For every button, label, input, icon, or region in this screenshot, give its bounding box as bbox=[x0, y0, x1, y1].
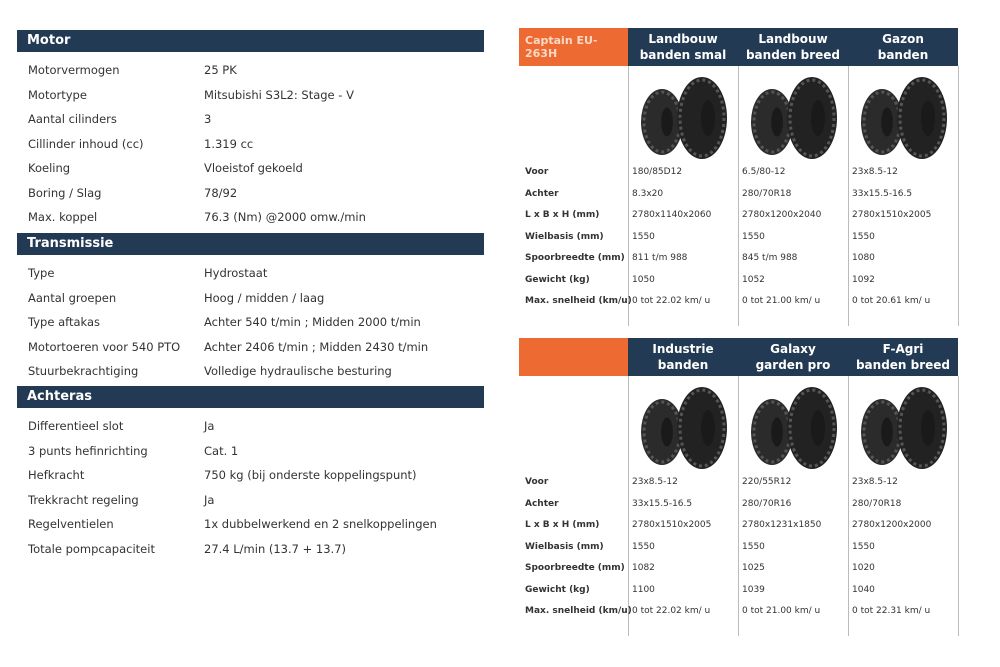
cell-value: 0 tot 22.31 km/ u bbox=[852, 606, 931, 616]
cell-value: 280/70R16 bbox=[742, 498, 792, 509]
column-header bbox=[738, 31, 848, 63]
cell-value: 0 tot 22.02 km/ u bbox=[632, 606, 711, 616]
table-row bbox=[519, 272, 958, 288]
cell-value: 2780x1231x1850 bbox=[742, 520, 822, 530]
row-label: Achter bbox=[525, 188, 559, 199]
table-row bbox=[519, 539, 958, 555]
table-row bbox=[519, 293, 958, 309]
cell-value: 0 tot 21.00 km/ u bbox=[742, 296, 821, 306]
column-subtitle: banden bbox=[657, 358, 709, 372]
spec-value: Cat. 1 bbox=[204, 443, 239, 458]
column-subtitle: banden bbox=[877, 48, 929, 62]
section-header-motor: Motor bbox=[17, 30, 484, 52]
spec-value: Achter 2406 t/min ; Midden 2430 t/min bbox=[204, 339, 429, 354]
cell-value: 1080 bbox=[852, 253, 875, 263]
tire-image bbox=[850, 380, 958, 476]
spec-value: Vloeistof gekoeld bbox=[204, 161, 303, 175]
spec-label: Type aftakas bbox=[28, 315, 101, 329]
table-row bbox=[519, 496, 958, 512]
column-header bbox=[628, 31, 738, 63]
cell-value: 180/85D12 bbox=[632, 167, 683, 177]
table-row bbox=[519, 582, 958, 598]
row-label: Gewicht (kg) bbox=[525, 584, 590, 595]
table-row bbox=[519, 229, 958, 245]
column-header bbox=[628, 341, 738, 373]
table-row bbox=[519, 474, 958, 490]
divider bbox=[958, 376, 959, 636]
spec-label: Type bbox=[28, 266, 55, 280]
tire-image bbox=[740, 70, 848, 166]
cell-value: 0 tot 20.61 km/ u bbox=[852, 296, 931, 306]
cell-value: 0 tot 21.00 km/ u bbox=[742, 606, 821, 616]
spec-label: Aantal groepen bbox=[28, 290, 117, 305]
column-subtitle: banden smal bbox=[639, 48, 727, 62]
row-label: L x B x H (mm) bbox=[525, 210, 600, 220]
column-title: F-Agri bbox=[882, 342, 924, 356]
cell-value: 280/70R18 bbox=[742, 188, 792, 199]
spec-value: 78/92 bbox=[204, 185, 238, 200]
cell-value: 23x8.5-12 bbox=[852, 167, 898, 177]
model-label: Captain EU-263H bbox=[519, 28, 628, 66]
table-row bbox=[519, 560, 958, 576]
row-label: Achter bbox=[525, 498, 559, 509]
table-row bbox=[519, 603, 958, 619]
row-label: Voor bbox=[525, 167, 549, 177]
spec-label: Motorvermogen bbox=[28, 63, 120, 77]
cell-value: 0 tot 22.02 km/ u bbox=[632, 296, 711, 306]
cell-value: 1550 bbox=[852, 231, 875, 242]
spec-value: Hoog / midden / laag bbox=[204, 290, 325, 305]
spec-label: Trekkracht regeling bbox=[28, 492, 139, 507]
spec-value: 76.3 (Nm) @2000 omw./min bbox=[204, 210, 366, 224]
spec-value: Ja bbox=[204, 492, 215, 507]
cell-value: 2780x1200x2040 bbox=[742, 210, 822, 220]
spec-value: Hydrostaat bbox=[204, 266, 268, 280]
cell-value: 23x8.5-12 bbox=[852, 477, 898, 487]
spec-value: 25 PK bbox=[204, 63, 237, 77]
cell-value: 1082 bbox=[632, 563, 655, 573]
cell-value: 1100 bbox=[632, 584, 655, 595]
column-subtitle: banden breed bbox=[855, 358, 951, 372]
row-label: Max. snelheid (km/u) bbox=[525, 606, 632, 616]
row-label: Wielbasis (mm) bbox=[525, 231, 604, 242]
cell-value: 1040 bbox=[852, 584, 875, 595]
model-label bbox=[519, 338, 628, 376]
spec-label: Stuurbekrachtiging bbox=[28, 364, 139, 378]
cell-value: 1550 bbox=[742, 231, 765, 242]
cell-value: 1020 bbox=[852, 563, 875, 573]
column-title: Landbouw bbox=[758, 32, 828, 46]
table-row bbox=[519, 517, 958, 533]
tire-table bbox=[519, 28, 958, 328]
spec-value: 1.319 cc bbox=[204, 136, 254, 151]
cell-value: 1550 bbox=[742, 541, 765, 552]
cell-value: 1550 bbox=[852, 541, 875, 552]
spec-label: Max. koppel bbox=[28, 210, 98, 224]
cell-value: 1092 bbox=[852, 274, 875, 285]
cell-value: 1550 bbox=[632, 231, 655, 242]
column-header bbox=[848, 31, 958, 63]
cell-value: 811 t/m 988 bbox=[632, 253, 688, 263]
tire-image bbox=[850, 70, 958, 166]
table-row bbox=[519, 207, 958, 223]
spec-value: 750 kg (bij onderste koppelingspunt) bbox=[204, 468, 417, 482]
cell-value: 1050 bbox=[632, 274, 655, 285]
spec-label: Cillinder inhoud (cc) bbox=[28, 136, 144, 151]
cell-value: 280/70R18 bbox=[852, 498, 902, 509]
column-subtitle: garden pro bbox=[755, 358, 831, 372]
spec-label: 3 punts hefinrichting bbox=[28, 443, 148, 458]
spec-label: Differentieel slot bbox=[28, 419, 124, 433]
cell-value: 33x15.5-16.5 bbox=[632, 498, 693, 509]
tire-image bbox=[630, 70, 738, 166]
column-title: Landbouw bbox=[648, 32, 718, 46]
spec-value: 27.4 L/min (13.7 + 13.7) bbox=[204, 541, 347, 556]
row-label: Voor bbox=[525, 477, 549, 487]
column-title: Gazon bbox=[882, 32, 924, 46]
spec-label: Motortype bbox=[28, 87, 87, 102]
row-label: Gewicht (kg) bbox=[525, 274, 590, 285]
row-label: Spoorbreedte (mm) bbox=[525, 253, 625, 263]
cell-value: 8.3x20 bbox=[632, 188, 664, 199]
spec-label: Hefkracht bbox=[28, 468, 85, 482]
table-row bbox=[519, 164, 958, 180]
spec-label: Boring / Slag bbox=[28, 185, 102, 200]
column-subtitle: banden breed bbox=[745, 48, 841, 62]
spec-label: Koeling bbox=[28, 161, 71, 175]
spec-value: Ja bbox=[204, 419, 215, 433]
spec-label: Aantal cilinders bbox=[28, 112, 117, 126]
cell-value: 845 t/m 988 bbox=[742, 253, 798, 263]
column-title: Galaxy bbox=[770, 342, 816, 356]
column-header bbox=[848, 341, 958, 373]
tire-image bbox=[630, 380, 738, 476]
cell-value: 1025 bbox=[742, 563, 765, 573]
spec-label: Totale pompcapaciteit bbox=[28, 541, 155, 556]
divider bbox=[958, 66, 959, 326]
spec-value: Volledige hydraulische besturing bbox=[204, 364, 392, 378]
spec-value: 1x dubbelwerkend en 2 snelkoppelingen bbox=[204, 517, 437, 531]
cell-value: 2780x1510x2005 bbox=[632, 520, 712, 530]
cell-value: 1052 bbox=[742, 274, 765, 285]
cell-value: 2780x1510x2005 bbox=[852, 210, 932, 220]
column-header bbox=[738, 341, 848, 373]
table-row bbox=[519, 250, 958, 266]
spec-value: 3 bbox=[204, 112, 212, 126]
section-header-achteras: Achteras bbox=[17, 386, 484, 408]
spec-value: Achter 540 t/min ; Midden 2000 t/min bbox=[204, 315, 421, 329]
cell-value: 23x8.5-12 bbox=[632, 477, 678, 487]
column-title: Industrie bbox=[652, 342, 714, 356]
cell-value: 33x15.5-16.5 bbox=[852, 188, 913, 199]
spec-label: Motortoeren voor 540 PTO bbox=[28, 339, 181, 354]
cell-value: 2780x1140x2060 bbox=[632, 210, 712, 220]
spec-value: Mitsubishi S3L2: Stage - V bbox=[204, 87, 354, 102]
table-row bbox=[519, 186, 958, 202]
cell-value: 1039 bbox=[742, 584, 765, 595]
cell-value: 2780x1200x2000 bbox=[852, 520, 932, 530]
row-label: L x B x H (mm) bbox=[525, 520, 600, 530]
spec-label: Regelventielen bbox=[28, 517, 114, 531]
row-label: Wielbasis (mm) bbox=[525, 541, 604, 552]
section-header-transmissie: Transmissie bbox=[17, 233, 484, 255]
tire-image bbox=[740, 380, 848, 476]
tire-table bbox=[519, 338, 958, 638]
cell-value: 220/55R12 bbox=[742, 477, 792, 487]
cell-value: 6.5/80-12 bbox=[742, 167, 786, 177]
row-label: Spoorbreedte (mm) bbox=[525, 563, 625, 573]
row-label: Max. snelheid (km/u) bbox=[525, 296, 632, 306]
cell-value: 1550 bbox=[632, 541, 655, 552]
